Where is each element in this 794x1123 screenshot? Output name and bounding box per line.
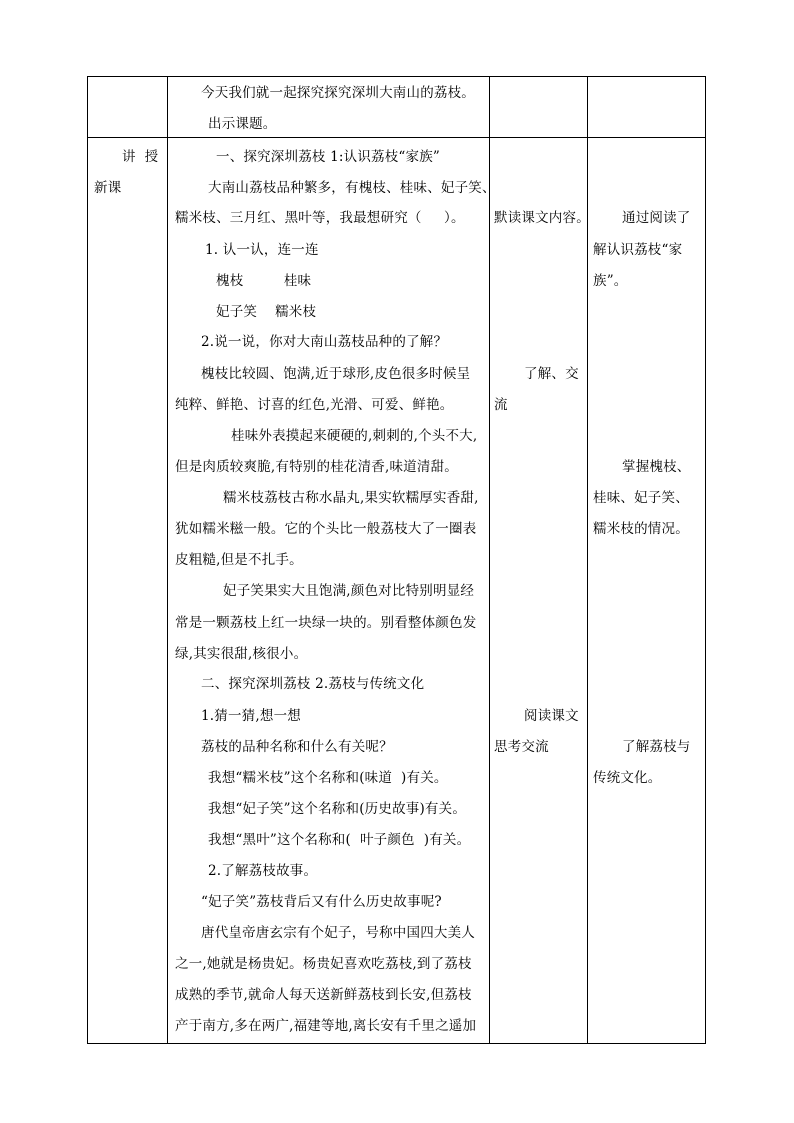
- teacher-line: 我想“黑叶”这个名称和( 叶子颜色 )有关。: [208, 832, 471, 848]
- student-activity-text: 了解、交: [524, 366, 579, 382]
- column-divider-2: [489, 76, 490, 1044]
- teacher-line: 妃子笑 糯米枝: [216, 304, 317, 320]
- row-divider: [87, 137, 706, 138]
- intro-line: 出示课题。: [208, 116, 277, 132]
- teacher-line: 2.了解荔枝故事。: [208, 863, 318, 879]
- teacher-line: 皮粗糙,但是不扎手。: [175, 552, 303, 568]
- student-activity-text: 阅读课文: [524, 708, 579, 724]
- teacher-line: 二、探究深圳荔枝 2.荔枝与传统文化: [201, 676, 425, 692]
- teacher-line: 妃子笑果实大且饱满,颜色对比特别明显经: [223, 583, 475, 599]
- teacher-line: 我想“糯米枝”这个名称和(味道 )有关。: [208, 770, 448, 786]
- table-border-right: [705, 76, 706, 1044]
- intent-text: 桂味、妃子笑、: [593, 490, 689, 506]
- column-divider-1: [167, 76, 168, 1044]
- teacher-line: 槐枝比较圆、饱满,近于球形,皮色很多时候呈: [201, 366, 471, 382]
- teacher-line: 一、探究深圳荔枝 1:认识荔枝“家族”: [216, 149, 441, 165]
- teacher-line: 绿,其实很甜,核很小。: [175, 646, 308, 662]
- teacher-line: “妃子笑”荔枝背后又有什么历史故事呢?: [201, 894, 442, 910]
- table-border-bottom: [87, 1043, 706, 1044]
- intent-text: 通过阅读了: [622, 210, 691, 226]
- student-activity-text: 默读课文内容。: [494, 210, 590, 226]
- teacher-line: 2.说一说，你对大南山荔枝品种的了解？: [201, 334, 448, 350]
- intent-text: 族”。: [593, 273, 628, 289]
- student-activity-text: 思考交流: [494, 739, 549, 755]
- teacher-line: 犹如糯米糍一般。它的个头比一般荔枝大了一圈表: [175, 521, 477, 537]
- intent-text: 掌握槐枝、: [622, 459, 691, 475]
- lesson-plan-table: [87, 76, 706, 1044]
- student-activity-text: 流: [494, 397, 508, 413]
- intent-text: 传统文化。: [593, 770, 662, 786]
- teacher-line: 荔枝的品种名称和什么有关呢？: [201, 739, 393, 755]
- teacher-line: 我想“妃子笑”这个名称和(历史故事)有关。: [208, 801, 467, 817]
- table-border-left: [87, 76, 88, 1044]
- teacher-line: 1.猜一猜,想一想: [201, 708, 301, 724]
- teacher-line: 成熟的季节,就命人每天送新鲜荔枝到长安,但荔枝: [175, 987, 472, 1003]
- teacher-line: 之一,她就是杨贵妃。杨贵妃喜欢吃荔枝,到了荔枝: [175, 956, 472, 972]
- table-border-top: [87, 76, 706, 77]
- teacher-line: 1. 认一认，连一连: [205, 242, 319, 258]
- stage-label: 新课: [94, 180, 122, 196]
- teacher-line: 常是一颗荔枝上红一块绿一块的。别看整体颜色发: [175, 615, 477, 631]
- teacher-line: 糯米枝荔枝古称水晶丸,果实软糯厚实香甜,: [223, 490, 479, 506]
- teacher-line: 糯米枝、三月红、黑叶等，我最想研究（ ）。: [175, 210, 465, 226]
- teacher-line: 唐代皇帝唐玄宗有个妃子，号称中国四大美人: [201, 925, 475, 941]
- teacher-line: 槐枝 桂味: [216, 273, 312, 289]
- intent-text: 解认识荔枝“家: [593, 242, 683, 258]
- intent-text: 了解荔枝与: [622, 739, 691, 755]
- intent-text: 糯米枝的情况。: [593, 521, 689, 537]
- teacher-line: 纯粹、鲜艳、讨喜的红色,光滑、可爱、鲜艳。: [175, 397, 454, 413]
- intro-line: 今天我们就一起探究探究深圳大南山的荔枝。: [201, 85, 475, 101]
- stage-label: 讲 授: [122, 149, 159, 165]
- teacher-line: 大南山荔枝品种繁多，有槐枝、桂味、妃子笑、: [208, 180, 496, 196]
- teacher-line: 产于南方,多在两广,福建等地,离长安有千里之遥加: [175, 1018, 477, 1034]
- teacher-line: 桂味外表摸起来硬硬的,刺刺的,个头不大,: [231, 428, 478, 444]
- teacher-line: 但是肉质较爽脆,有特别的桂花清香,味道清甜。: [175, 459, 458, 475]
